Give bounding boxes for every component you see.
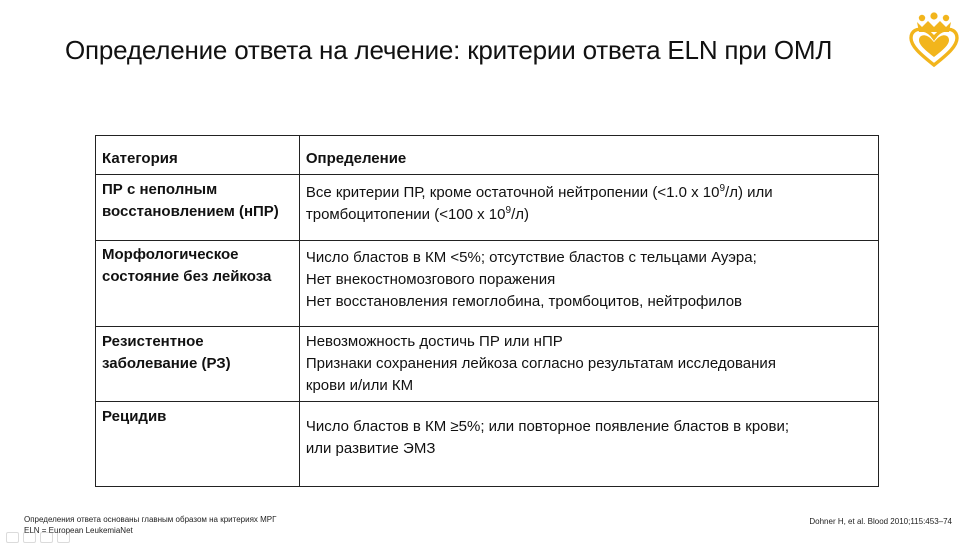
footnote-line: Определения ответа основаны главным образом на критериях МРГ — [24, 515, 277, 524]
definition-cell — [299, 175, 878, 241]
category-line: восстановлением (нПР) — [102, 203, 279, 220]
category-cell — [96, 327, 300, 402]
criteria-table — [95, 135, 879, 487]
definition-cell — [299, 402, 878, 487]
category-cell — [96, 175, 300, 241]
table-header-row — [96, 136, 879, 175]
definition-line: Признаки сохранения лейкоза согласно результатам исследования — [305, 355, 776, 372]
category-line: заболевание (РЗ) — [102, 355, 231, 372]
slides-icon[interactable] — [40, 532, 53, 543]
category-line: ПР с неполным — [102, 181, 218, 198]
definition-cell — [299, 327, 878, 402]
definition-line: Невозможность достичь ПР или нПР — [305, 333, 563, 350]
header-definition: Определение — [299, 136, 878, 175]
slide-title: Определение ответа на лечение: критерии ответа ELN при ОМЛ — [65, 35, 833, 65]
category-line: Морфологическое — [102, 246, 239, 263]
table-row — [96, 327, 879, 402]
definition-line: Нет внекостномозгового поражения — [305, 271, 556, 288]
definition-line: тромбоцитопении (<100 x $10^9/л$) — [305, 205, 529, 223]
reference-citation: Dohner H, et al. Blood 2010;115:453–74 — [809, 517, 952, 526]
definition-line: или развитие ЭМЗ — [305, 440, 436, 457]
category-line: Рецидив — [102, 408, 167, 425]
table-row — [96, 241, 879, 327]
crowned-heart-icon — [908, 12, 960, 68]
pen-icon[interactable] — [23, 532, 36, 543]
table-row — [96, 402, 879, 487]
category-line: состояние без лейкоза — [102, 268, 272, 285]
definition-line: крови и/или КМ — [305, 377, 414, 394]
next-slide-icon[interactable] — [57, 532, 70, 543]
category-cell — [96, 402, 300, 487]
footnote-line: ELN = European LeukemiaNet — [24, 526, 133, 535]
category-line: Резистентное — [102, 333, 204, 350]
definition-line: Число бластов в КМ <5%; отсутствие бластов с тельцами Ауэра; — [305, 249, 757, 266]
definition-line: Все критерии ПР, кроме остаточной нейтропении (<1.0 x $10^9/л$) или — [305, 183, 773, 201]
category-cell — [96, 241, 300, 327]
definition-line: Нет восстановления гемоглобина, тромбоцитов, нейтрофилов — [305, 293, 743, 310]
previous-slide-icon[interactable] — [6, 532, 19, 543]
slide-show-controls[interactable] — [6, 532, 70, 543]
definition-line: Число бластов в КМ ≥5%; или повторное появление бластов в крови; — [305, 418, 790, 435]
definition-cell — [299, 241, 878, 327]
table-row — [96, 175, 879, 241]
header-category: Категория — [96, 136, 300, 175]
